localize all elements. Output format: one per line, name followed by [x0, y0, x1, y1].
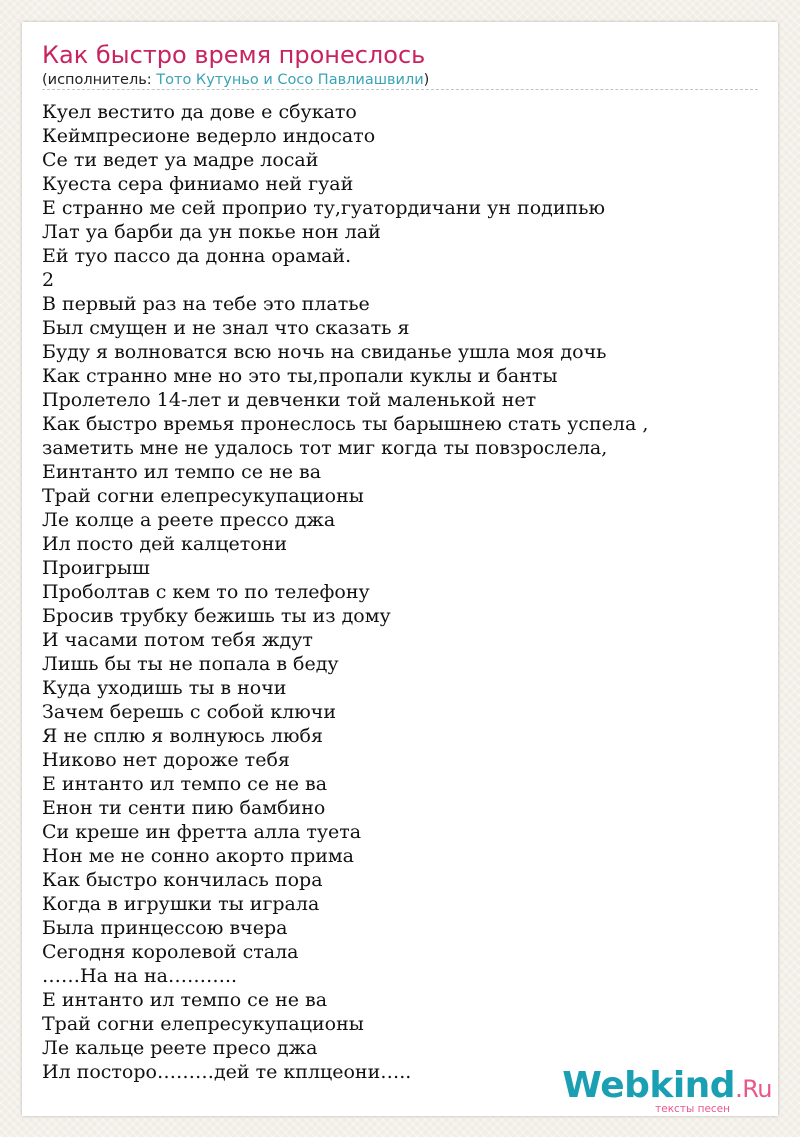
lyric-line: Трай согни елепресукупационы [42, 485, 364, 507]
lyric-line: Была принцессою вчера [42, 917, 288, 939]
performer-line [42, 71, 429, 89]
lyric-line: Как быстро времья пронеслось ты барышнею стать успела , [42, 413, 649, 435]
lyric-line: Как странно мне но это ты,пропали куклы и банты [42, 365, 558, 387]
lyric-line: Нон ме не сонно акорто прима [42, 845, 354, 867]
lyric-line: Е интанто ил темпо се не ва [42, 989, 328, 1011]
lyric-line: Никово нет дороже тебя [42, 749, 290, 771]
lyric-line: Трай согни елепресукупационы [42, 1013, 364, 1035]
lyric-line: Ле колце а реете прессо джа [42, 509, 336, 531]
lyric-line: Как быстро кончилась пора [42, 869, 323, 891]
lyric-line: Енон ти сенти пию бамбино [42, 797, 326, 819]
lyric-line: Лишь бы ты не попала в беду [42, 653, 339, 675]
lyric-line: Ле кальце реете пресо джа [42, 1037, 318, 1059]
lyric-line: Сегодня королевой стала [42, 941, 299, 963]
lyric-line: В первый раз на тебе это платье [42, 293, 370, 315]
logo-wordmark [562, 1065, 772, 1107]
lyric-line: Ил посто дей калцетони [42, 533, 288, 555]
site-logo[interactable] [562, 1065, 772, 1115]
lyric-line: Е странно ме сей проприо ту,гуатордичани ун подипью [42, 197, 606, 219]
performer-prefix: (исполнитель: [42, 72, 157, 88]
lyric-line: Лат уа барби да ун покье нон лай [42, 221, 381, 243]
lyric-line: Се ти ведет уа мадре лосай [42, 149, 319, 171]
lyric-line: Куеста сера финиамо ней гуай [42, 173, 354, 195]
lyric-line: Кеймпресионе ведерло индосато [42, 125, 376, 147]
logo-word: Webkind [562, 1065, 736, 1106]
lyric-line: 2 [42, 269, 55, 291]
lyric-line: Ил посторо………дей те кплцеони….. [42, 1061, 412, 1083]
lyric-line: Пролетело 14-лет и девченки той маленькой нет [42, 389, 537, 411]
lyric-line: Зачем берешь с собой ключи [42, 701, 336, 723]
lyric-line: Си креше ин фретта алла туета [42, 821, 362, 843]
lyric-line: Бросив трубку бежишь ты из дому [42, 605, 391, 627]
lyric-line: Е интанто ил темпо се не ва [42, 773, 328, 795]
lyric-line: Куел вестито да дове е сбукато [42, 101, 357, 123]
lyrics-card [22, 22, 778, 1116]
lyric-line: Когда в игрушки ты играла [42, 893, 320, 915]
lyric-line: Был смущен и не знал что сказать я [42, 317, 410, 339]
logo-tld: .Ru [735, 1075, 772, 1103]
lyrics-text [42, 100, 758, 1084]
title-divider [42, 89, 758, 90]
logo-subtitle: тексты песен [655, 1103, 730, 1115]
lyric-line: ……На на на……….. [42, 965, 238, 987]
lyric-line: И часами потом тебя ждут [42, 629, 313, 651]
performer-suffix: ) [423, 72, 430, 88]
lyric-line: Проболтав с кем то по телефону [42, 581, 370, 603]
lyric-line: Ей туо пассо да донна орамай. [42, 245, 352, 267]
lyric-line: Буду я волноватся всю ночь на свиданье ушла моя дочь [42, 341, 607, 363]
lyric-line: Еинтанто ил темпо се не ва [42, 461, 322, 483]
performer-link[interactable]: Тото Кутуньо и Сосо Павлиашвили [156, 72, 424, 88]
lyric-line: Я не сплю я волнуюсь любя [42, 725, 323, 747]
lyric-line: заметить мне не удалось тот миг когда ты повзрослела, [42, 437, 608, 459]
lyric-line: Проигрыш [42, 557, 150, 579]
lyric-line: Куда уходишь ты в ночи [42, 677, 287, 699]
song-title: Как быстро время пронеслось [42, 41, 426, 69]
